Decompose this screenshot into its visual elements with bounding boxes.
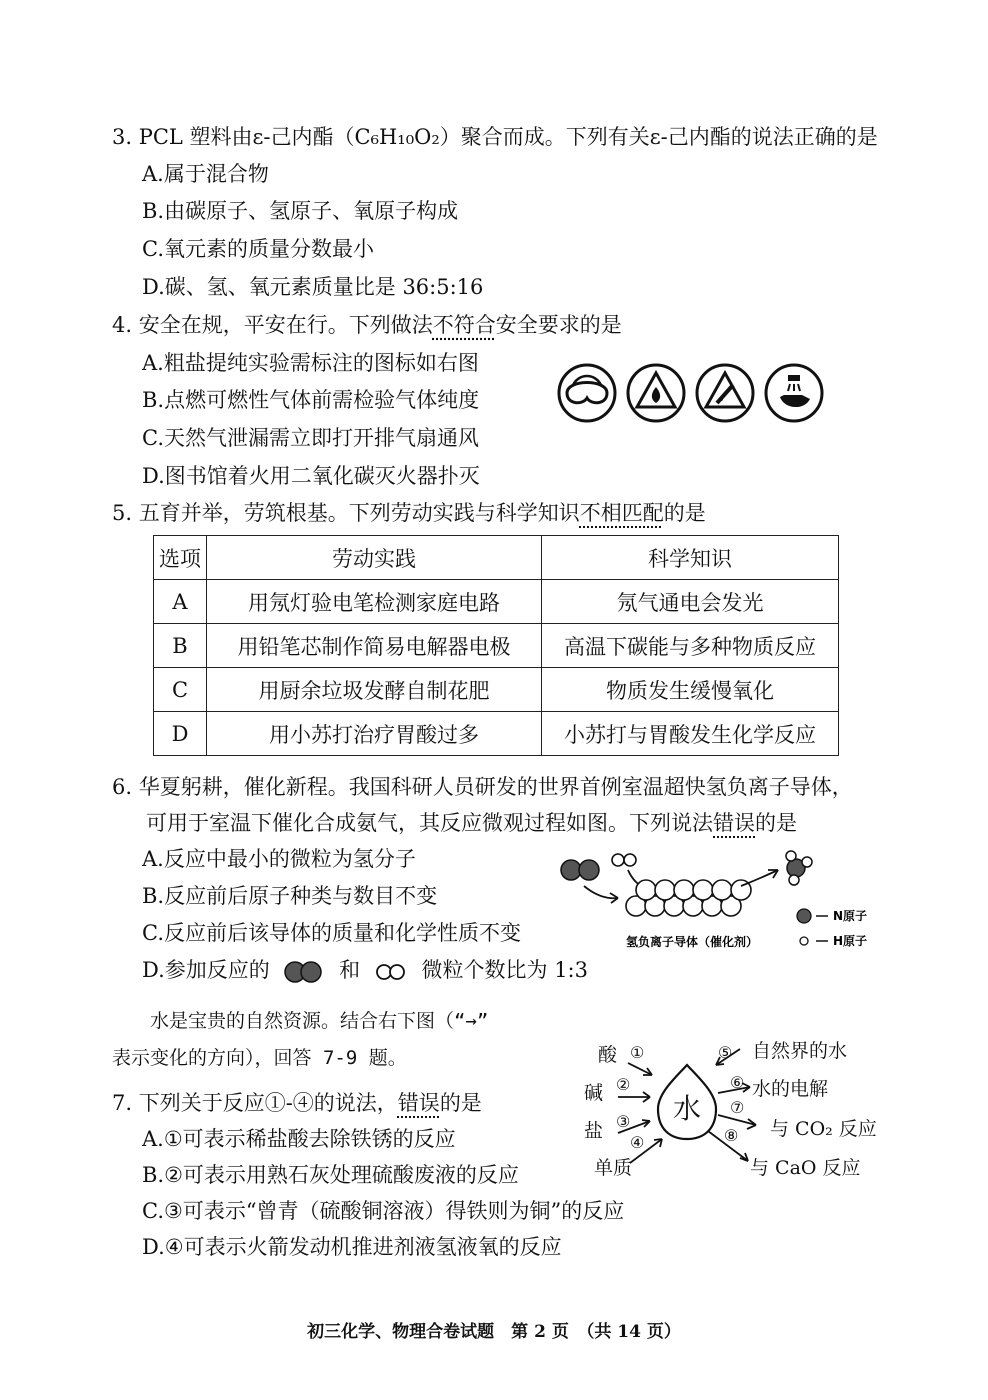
nh3-molecule-icon [786,851,812,885]
q7-stem: 7. 下列关于反应①-④的说法，错误的是 [112,1091,482,1115]
table-header-cell: 选项 [154,536,207,580]
label-co2: 与 CO₂ 反应 [770,1118,877,1140]
page-footer: 初三化学、物理合卷试题 第 2 页 （共 14 页） [307,1322,681,1342]
num-2: ② [616,1075,631,1094]
num-6: ⑥ [730,1073,745,1092]
q6-stem-line1: 6. 华夏躬耕，催化新程。我国科研人员研发的世界首例室温超快氢负离子导体， [112,775,853,799]
q6-stem-line2: 可用于室温下催化合成氨气，其反应微观过程如图。下列说法错误的是 [146,811,797,835]
n2-molecule-icon [282,961,326,983]
table-cell: 用铅笔芯制作简易电解器电极 [207,624,542,668]
label-base: 碱 [584,1082,604,1104]
num-4: ④ [630,1133,645,1152]
num-8: ⑧ [724,1126,739,1145]
wash-hands-icon [766,365,822,421]
table-cell: C [154,668,207,712]
legend-h-label: H原子 [833,934,868,948]
q6-option-a: A.反应中最小的微粒为氢分子 [142,847,416,871]
q3-option-a: A.属于混合物 [142,162,269,186]
hot-surface-icon [697,365,753,421]
table-header-cell: 科学知识 [542,536,839,580]
flame-hazard-icon [628,365,684,421]
legend-n-label: N原子 [833,909,868,923]
q3-option-d: D.碳、氢、氧元素质量比是 36:5:16 [142,275,484,299]
h2-molecule-icon [373,961,409,983]
n2-molecule-icon [561,860,599,880]
water-label: 水 [672,1092,702,1125]
q5-stem: 5. 五育并举，劳筑根基。下列劳动实践与科学知识不相匹配的是 [112,501,706,525]
catalyst-diagram [556,848,886,953]
table-cell: A [154,580,207,624]
label-cao: 与 CaO 反应 [750,1157,861,1179]
safety-icons [556,362,831,424]
arrow-icon [584,886,618,898]
water-diagram [584,1035,880,1185]
q6-option-c: C.反应前后该导体的质量和化学性质不变 [142,921,521,945]
table-cell: 用小苏打治疗胃酸过多 [207,712,542,756]
h-atom-legend-icon [800,937,808,945]
catalyst-caption: 氢负离子导体（催化剂） [626,935,759,949]
q3-option-c: C.氧元素的质量分数最小 [142,237,374,261]
table-cell: B [154,624,207,668]
label-salt: 盐 [584,1120,604,1142]
table-row [154,580,839,624]
intro-line1: 水是宝贵的自然资源。结合右下图（“→” [150,1010,489,1032]
table-cell: 物质发生缓慢氧化 [542,668,839,712]
h2-molecule-icon [612,854,636,866]
table-row [154,624,839,668]
table-header-cell: 劳动实践 [207,536,542,580]
q6-option-d: D.参加反应的 和 微粒个数比为 1:3 [142,958,588,982]
q7-option-b: B.②可表示用熟石灰处理硫酸废液的反应 [142,1163,519,1187]
intro-line2: 表示变化的方向），回答 7-9 题。 [112,1047,407,1069]
num-1: ① [630,1043,645,1062]
goggles-icon [559,365,615,421]
q5-table [153,535,839,756]
table-header-row [154,536,839,580]
q6-emphasis: 错误 [713,811,755,835]
q4-option-b: B.点燃可燃性气体前需检验气体纯度 [142,388,480,412]
q4-stem: 4. 安全在规，平安在行。下列做法不符合安全要求的是 [112,313,622,337]
arrow-icon [741,870,778,886]
q4-option-a: A.粗盐提纯实验需标注的图标如右图 [142,351,479,375]
q3-stem: 3. PCL 塑料由ε-己内酯（C₆H₁₀O₂）聚合而成。下列有关ε-己内酯的说法正确的是 [112,125,878,149]
table-row [154,668,839,712]
n-atom-legend-icon [797,909,811,923]
label-acid: 酸 [598,1044,618,1066]
q4-emphasis: 不符合 [432,313,496,337]
label-element: 单质 [594,1157,633,1179]
num-5: ⑤ [718,1043,733,1062]
q3-option-b: B.由碳原子、氢原子、氧原子构成 [142,199,459,223]
table-cell: 氖气通电会发光 [542,580,839,624]
table-row [154,712,839,756]
q4-option-d: D.图书馆着火用二氧化碳灭火器扑灭 [142,464,480,488]
q4-option-c: C.天然气泄漏需立即打开排气扇通风 [142,426,479,450]
q7-option-d: D.④可表示火箭发动机推进剂液氢液氧的反应 [142,1235,562,1259]
num-7: ⑦ [730,1098,745,1117]
table-cell: 用氖灯验电笔检测家庭电路 [207,580,542,624]
num-3: ③ [616,1112,631,1131]
table-cell: 高温下碳能与多种物质反应 [542,624,839,668]
q7-emphasis: 错误 [397,1091,440,1115]
table-cell: 用厨余垃圾发酵自制花肥 [207,668,542,712]
table-cell: D [154,712,207,756]
catalyst-surface [626,880,751,916]
q6-option-b: B.反应前后原子种类与数目不变 [142,884,438,908]
q5-emphasis: 不相匹配 [579,501,664,525]
label-electrolysis: 水的电解 [752,1078,829,1100]
label-natural-water: 自然界的水 [752,1040,848,1062]
q7-option-c: C.③可表示“曾青（硫酸铜溶液）得铁则为铜”的反应 [142,1199,625,1223]
q7-option-a: A.①可表示稀盐酸去除铁锈的反应 [142,1127,456,1151]
table-cell: 小苏打与胃酸发生化学反应 [542,712,839,756]
